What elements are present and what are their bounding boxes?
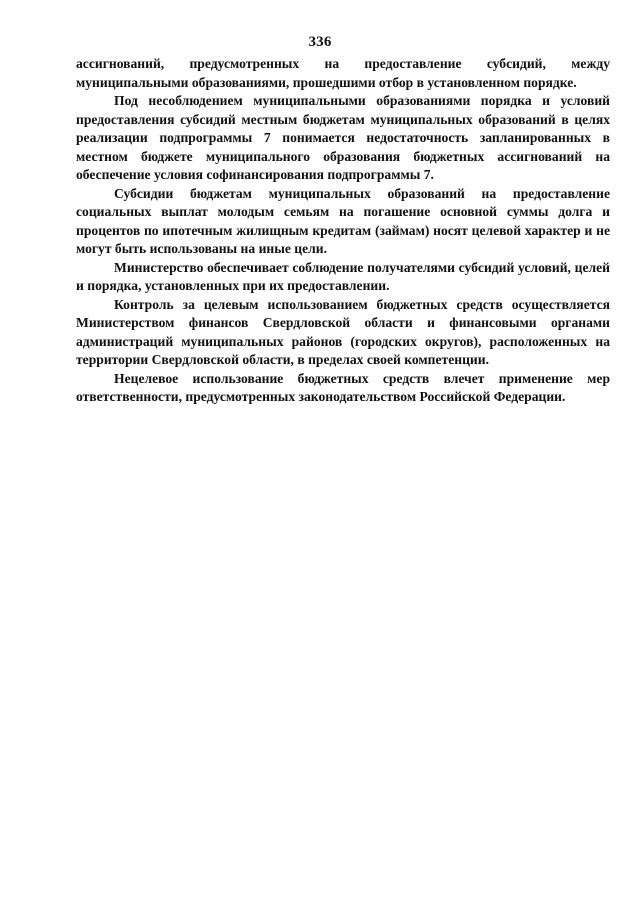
page-number: 336 xyxy=(308,34,332,50)
paragraph-ministry-compliance: Министерство обеспечивает соблюдение получателями субсидий условий, целей и порядка, установленных при их предоставлении. xyxy=(76,259,610,293)
paragraph-control: Контроль за целевым использованием бюджетных средств осуществляется Министерством финансов Свердловской области и финансовыми органами администраций муниципальных районов (городских округов), расположенных на территории Свердловской области, в пределах своей компетенции. xyxy=(76,296,610,367)
paragraph-continuation: ассигнований, предусмотренных на предоставление субсидий, между муниципальными образованиями, прошедшими отбор в установленном порядке. xyxy=(76,56,610,90)
paragraph-subsidy-purpose: Субсидии бюджетам муниципальных образований на предоставление социальных выплат молодым семьям на погашение основной суммы долга и процентов по ипотечным жилищным кредитам (займам) носят целевой характер и не могут быть использованы на иные цели. xyxy=(76,185,610,256)
paragraph-noncompliance-definition: Под несоблюдением муниципальными образованиями порядка и условий предоставления субсидий местным бюджетам муниципальных образований в целях реализации подпрограммы 7 понимается недостаточность запланированных в местном бюджете муниципального образования бюджетных ассигнований на обеспечение условия софинансирования подпрограммы 7. xyxy=(76,93,610,182)
document-body xyxy=(76,55,610,407)
paragraph-liability: Нецелевое использование бюджетных средств влечет применение мер ответственности, предусмотренных законодательством Российской Федерации. xyxy=(76,370,610,404)
